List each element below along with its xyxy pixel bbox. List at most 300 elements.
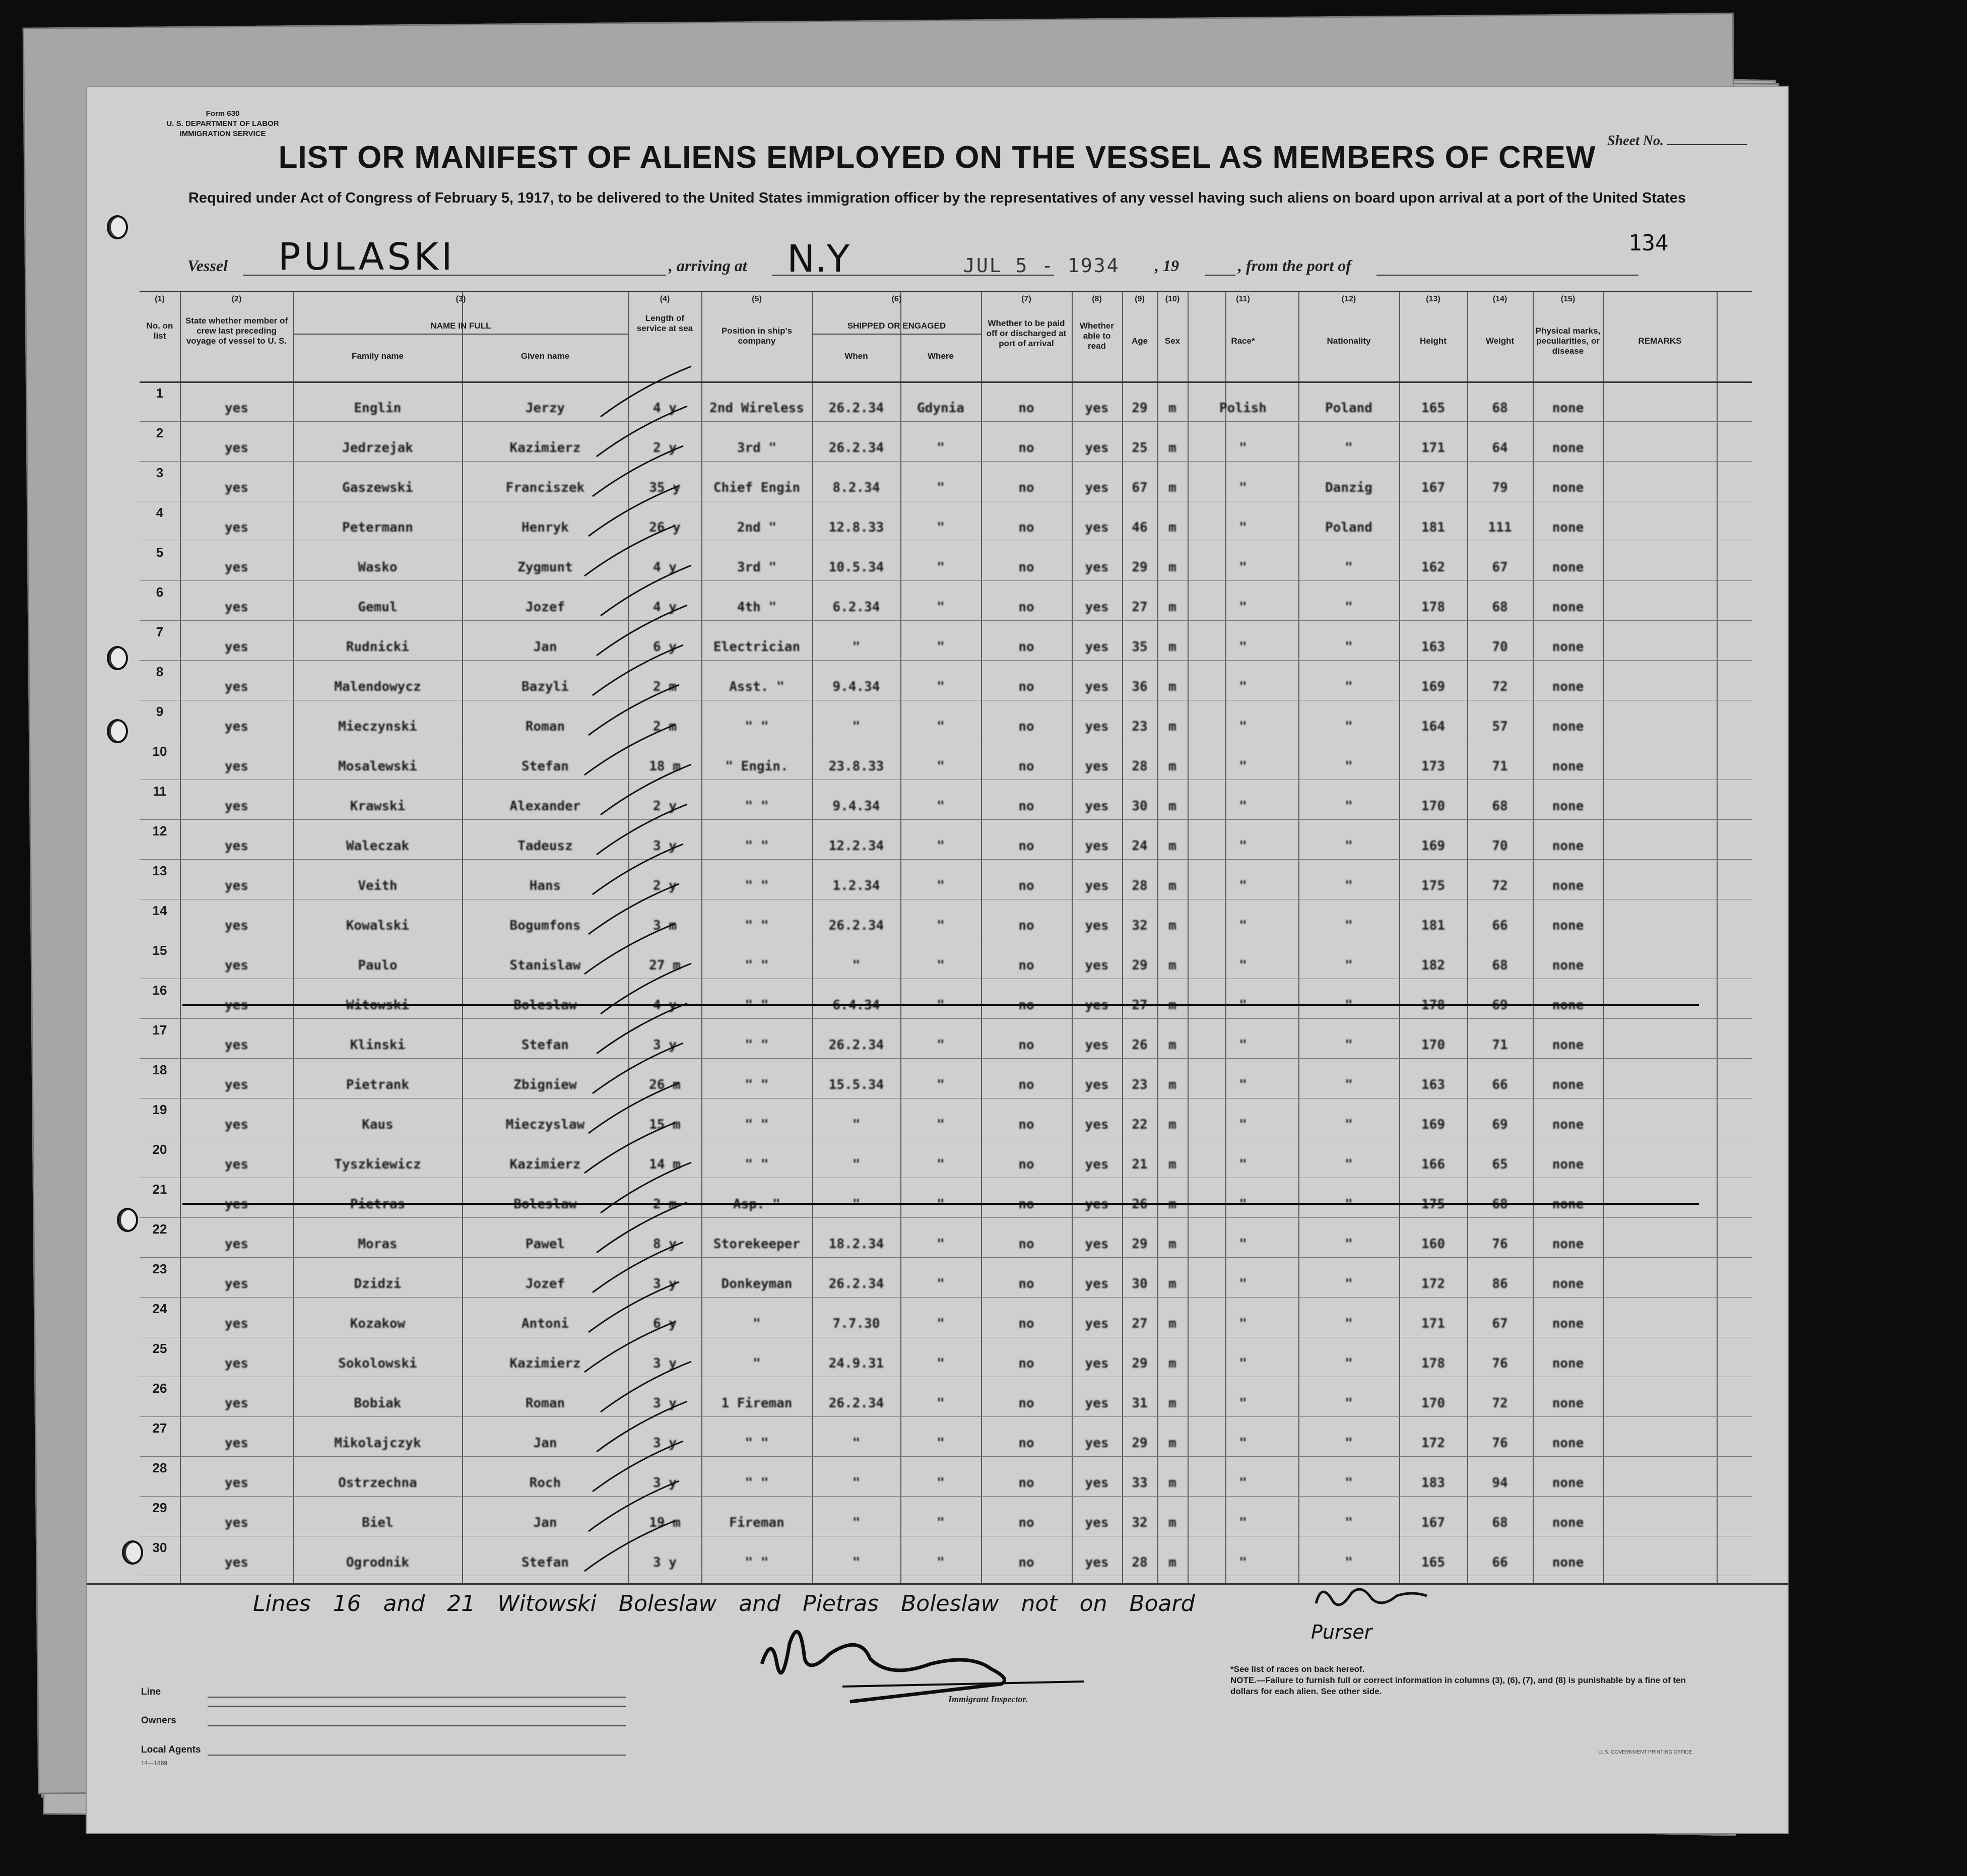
physical-marks-cell: none bbox=[1552, 1276, 1584, 1291]
able-to-read-cell: yes bbox=[1085, 1475, 1109, 1491]
prior-voyage-cell: yes bbox=[225, 759, 248, 774]
prior-voyage-cell: yes bbox=[225, 838, 248, 854]
service-length-cell: 3 y bbox=[653, 838, 677, 854]
physical-marks-cell: none bbox=[1552, 1077, 1584, 1092]
shipped-when-cell: 23.8.33 bbox=[828, 759, 884, 774]
family-name-cell: Kowalski bbox=[346, 918, 410, 933]
family-name-cell: Waleczak bbox=[346, 838, 410, 854]
age-cell: 26 bbox=[1132, 1197, 1148, 1212]
shipped-where-cell: " bbox=[937, 1197, 945, 1212]
sheet-number-label: Sheet No. bbox=[1607, 133, 1664, 149]
sex-cell: m bbox=[1168, 1276, 1176, 1291]
manifest-page bbox=[86, 86, 1789, 1834]
shipped-where-cell: " bbox=[937, 1555, 945, 1570]
given-name-cell: Antoni bbox=[521, 1316, 569, 1331]
given-name-cell: Kazimierz bbox=[509, 1356, 581, 1371]
service-length-cell: 8 y bbox=[653, 1237, 677, 1252]
row-number: 23 bbox=[152, 1261, 167, 1276]
given-name-cell: Stefan bbox=[521, 1555, 569, 1570]
prior-voyage-cell: yes bbox=[225, 958, 248, 973]
row-number: 15 bbox=[152, 943, 167, 958]
given-name-cell: Bazyli bbox=[521, 679, 569, 694]
weight-cell: 76 bbox=[1492, 1356, 1508, 1371]
position-cell: Asp. " bbox=[733, 1197, 780, 1212]
column-header: Height bbox=[1420, 336, 1447, 346]
position-cell: " " bbox=[745, 918, 769, 933]
service-length-cell: 3 y bbox=[653, 1276, 677, 1291]
service-length-cell: 3 y bbox=[653, 1396, 677, 1411]
family-name-cell: Kozakow bbox=[350, 1316, 406, 1331]
column-number: (2) bbox=[231, 295, 242, 303]
age-cell: 36 bbox=[1132, 679, 1148, 694]
able-to-read-cell: yes bbox=[1085, 600, 1109, 615]
nationality-cell: Poland bbox=[1325, 401, 1372, 416]
family-name-cell: Pietras bbox=[350, 1197, 406, 1212]
nationality-cell: " bbox=[1345, 679, 1353, 694]
shipped-when-cell: " bbox=[852, 958, 861, 973]
paid-off-cell: no bbox=[1018, 1237, 1034, 1252]
nationality-cell: " bbox=[1345, 878, 1353, 893]
physical-marks-cell: none bbox=[1552, 1157, 1584, 1172]
age-cell: 33 bbox=[1132, 1475, 1148, 1491]
given-name-cell: Stanislaw bbox=[509, 958, 581, 973]
position-cell: " " bbox=[745, 1157, 769, 1172]
shipped-where-cell: " bbox=[937, 1237, 945, 1252]
physical-marks-cell: none bbox=[1552, 560, 1584, 575]
shipped-where-cell: " bbox=[937, 600, 945, 615]
prior-voyage-cell: yes bbox=[225, 401, 248, 416]
physical-marks-cell: none bbox=[1552, 600, 1584, 615]
service-length-cell: 19 m bbox=[649, 1515, 681, 1530]
row-number: 21 bbox=[152, 1182, 167, 1197]
height-cell: 172 bbox=[1421, 1436, 1445, 1451]
race-cell: " bbox=[1239, 759, 1247, 774]
given-name-cell: Roman bbox=[525, 719, 565, 734]
row-number: 13 bbox=[152, 863, 167, 878]
sex-cell: m bbox=[1168, 719, 1176, 734]
age-cell: 28 bbox=[1132, 1555, 1148, 1570]
column-header: Given name bbox=[520, 351, 570, 361]
shipped-where-cell: " bbox=[937, 838, 945, 854]
paid-off-cell: no bbox=[1018, 759, 1034, 774]
sex-cell: m bbox=[1168, 1237, 1176, 1252]
sex-cell: m bbox=[1168, 1077, 1176, 1092]
paid-off-cell: no bbox=[1018, 1117, 1034, 1132]
physical-marks-cell: none bbox=[1552, 440, 1584, 456]
able-to-read-cell: yes bbox=[1085, 639, 1109, 655]
prior-voyage-cell: yes bbox=[225, 639, 248, 655]
prior-voyage-cell: yes bbox=[225, 799, 248, 814]
shipped-where-cell: " bbox=[937, 1396, 945, 1411]
age-cell: 23 bbox=[1132, 1077, 1148, 1092]
position-cell: 3rd " bbox=[737, 440, 777, 456]
sex-cell: m bbox=[1168, 560, 1176, 575]
weight-cell: 70 bbox=[1492, 838, 1508, 854]
service-length-cell: 27 m bbox=[649, 958, 681, 973]
position-cell: " " bbox=[745, 799, 769, 814]
family-name-cell: Witowski bbox=[346, 998, 410, 1013]
service-length-cell: 4 y bbox=[653, 560, 677, 575]
race-cell: " bbox=[1239, 1555, 1247, 1570]
paid-off-cell: no bbox=[1018, 1077, 1034, 1092]
sex-cell: m bbox=[1168, 1117, 1176, 1132]
position-cell: 3rd " bbox=[737, 560, 777, 575]
department-name: U. S. DEPARTMENT OF LABOR bbox=[166, 119, 279, 128]
position-cell: " " bbox=[745, 1555, 769, 1570]
race-cell: " bbox=[1239, 639, 1247, 655]
nationality-cell: " bbox=[1345, 1396, 1353, 1411]
nationality-cell: " bbox=[1345, 759, 1353, 774]
paid-off-cell: no bbox=[1018, 639, 1034, 655]
sex-cell: m bbox=[1168, 799, 1176, 814]
prior-voyage-cell: yes bbox=[225, 480, 248, 495]
shipped-when-cell: 26.2.34 bbox=[828, 401, 884, 416]
binder-hole bbox=[117, 1208, 138, 1232]
column-number: (10) bbox=[1165, 295, 1180, 303]
service-length-cell: 2 y bbox=[653, 440, 677, 456]
given-name-cell: Zygmunt bbox=[517, 560, 573, 575]
nationality-cell: " bbox=[1345, 1515, 1353, 1530]
row-number: 5 bbox=[156, 545, 164, 560]
paid-off-cell: no bbox=[1018, 719, 1034, 734]
physical-marks-cell: none bbox=[1552, 520, 1584, 535]
physical-marks-cell: none bbox=[1552, 1197, 1584, 1212]
family-name-cell: Sokolowski bbox=[338, 1356, 417, 1371]
service-length-cell: 4 y bbox=[653, 998, 677, 1013]
shipped-when-cell: 26.2.34 bbox=[828, 918, 884, 933]
shipped-when-cell: 6.4.34 bbox=[832, 998, 880, 1013]
age-cell: 30 bbox=[1132, 799, 1148, 814]
height-cell: 165 bbox=[1421, 401, 1445, 416]
service-length-cell: 2 m bbox=[653, 1197, 677, 1212]
physical-marks-cell: none bbox=[1552, 1436, 1584, 1451]
column-header: When bbox=[844, 351, 868, 361]
column-number: (13) bbox=[1426, 295, 1440, 303]
able-to-read-cell: yes bbox=[1085, 1396, 1109, 1411]
nationality-cell: " bbox=[1345, 799, 1353, 814]
family-name-cell: Tyszkiewicz bbox=[334, 1157, 421, 1172]
shipped-where-cell: " bbox=[937, 440, 945, 456]
age-cell: 29 bbox=[1132, 1356, 1148, 1371]
shipped-where-cell: " bbox=[937, 1475, 945, 1491]
binder-hole bbox=[107, 215, 128, 239]
position-cell: Donkeyman bbox=[721, 1276, 793, 1291]
shipped-where-cell: " bbox=[937, 878, 945, 893]
column-header: Length of service at sea bbox=[636, 313, 693, 333]
local-agents-label: Local Agents bbox=[141, 1744, 201, 1755]
year-label: , 19 bbox=[1155, 256, 1179, 275]
physical-marks-cell: none bbox=[1552, 958, 1584, 973]
position-cell: Chief Engin bbox=[713, 480, 801, 495]
column-number: (9) bbox=[1135, 295, 1145, 303]
column-header: Nationality bbox=[1327, 336, 1371, 346]
race-cell: " bbox=[1239, 719, 1247, 734]
nationality-cell: " bbox=[1345, 440, 1353, 456]
shipped-where-cell: " bbox=[937, 1157, 945, 1172]
sex-cell: m bbox=[1168, 1396, 1176, 1411]
height-cell: 175 bbox=[1421, 878, 1445, 893]
paid-off-cell: no bbox=[1018, 1475, 1034, 1491]
service-length-cell: 2 y bbox=[653, 878, 677, 893]
service-length-cell: 18 m bbox=[649, 759, 681, 774]
row-number: 27 bbox=[152, 1420, 167, 1436]
binder-hole bbox=[107, 719, 128, 743]
age-cell: 23 bbox=[1132, 719, 1148, 734]
nationality-cell: " bbox=[1345, 560, 1353, 575]
paid-off-cell: no bbox=[1018, 958, 1034, 973]
column-header: SHIPPED OR ENGAGED bbox=[847, 321, 946, 331]
service-length-cell: 14 m bbox=[649, 1157, 681, 1172]
row-number: 7 bbox=[156, 624, 164, 639]
vessel-name-handwritten: PULASKI bbox=[278, 235, 455, 279]
given-name-cell: Boleslaw bbox=[513, 998, 577, 1013]
nationality-cell: " bbox=[1345, 1555, 1353, 1570]
physical-marks-cell: none bbox=[1552, 1237, 1584, 1252]
shipped-where-cell: " bbox=[937, 719, 945, 734]
row-number: 2 bbox=[156, 425, 164, 440]
sex-cell: m bbox=[1168, 639, 1176, 655]
sex-cell: m bbox=[1168, 998, 1176, 1013]
column-number: (5) bbox=[752, 295, 762, 303]
prior-voyage-cell: yes bbox=[225, 1197, 248, 1212]
family-name-cell: Mosalewski bbox=[338, 759, 417, 774]
height-cell: 175 bbox=[1421, 1197, 1445, 1212]
shipped-when-cell: 9.4.34 bbox=[832, 799, 880, 814]
shipped-when-cell: 7.7.30 bbox=[832, 1316, 880, 1331]
age-cell: 28 bbox=[1132, 759, 1148, 774]
able-to-read-cell: yes bbox=[1085, 1157, 1109, 1172]
weight-cell: 66 bbox=[1492, 1077, 1508, 1092]
weight-cell: 68 bbox=[1492, 600, 1508, 615]
paid-off-cell: no bbox=[1018, 1276, 1034, 1291]
weight-cell: 65 bbox=[1492, 1157, 1508, 1172]
nationality-cell: " bbox=[1345, 958, 1353, 973]
family-name-cell: Gaszewski bbox=[342, 480, 413, 495]
weight-cell: 86 bbox=[1492, 1276, 1508, 1291]
age-cell: 32 bbox=[1132, 918, 1148, 933]
prior-voyage-cell: yes bbox=[225, 600, 248, 615]
age-cell: 46 bbox=[1132, 520, 1148, 535]
shipped-when-cell: " bbox=[852, 639, 861, 655]
shipped-when-cell: 10.5.34 bbox=[828, 560, 884, 575]
age-cell: 67 bbox=[1132, 480, 1148, 495]
weight-cell: 72 bbox=[1492, 878, 1508, 893]
column-number: (8) bbox=[1092, 295, 1102, 303]
nationality-cell: Poland bbox=[1325, 520, 1372, 535]
footnote bbox=[1230, 1664, 1694, 1697]
nationality-cell: " bbox=[1345, 1356, 1353, 1371]
paid-off-cell: no bbox=[1018, 440, 1034, 456]
sex-cell: m bbox=[1168, 958, 1176, 973]
shipped-when-cell: 12.2.34 bbox=[828, 838, 884, 854]
nationality-cell: " bbox=[1345, 600, 1353, 615]
given-name-cell: Mieczyslaw bbox=[505, 1117, 585, 1132]
service-length-cell: 2 y bbox=[653, 799, 677, 814]
race-cell: " bbox=[1239, 1197, 1247, 1212]
weight-cell: 72 bbox=[1492, 679, 1508, 694]
height-cell: 169 bbox=[1421, 838, 1445, 854]
height-cell: 163 bbox=[1421, 1077, 1445, 1092]
form-code: 14—1869 bbox=[141, 1760, 168, 1767]
paid-off-cell: no bbox=[1018, 520, 1034, 535]
given-name-cell: Jozef bbox=[525, 600, 565, 615]
row-number: 24 bbox=[152, 1301, 167, 1316]
given-name-cell: Roman bbox=[525, 1396, 565, 1411]
position-cell: " Engin. bbox=[725, 759, 789, 774]
row-number: 25 bbox=[152, 1341, 167, 1356]
height-cell: 172 bbox=[1421, 1276, 1445, 1291]
position-cell: " bbox=[753, 1316, 761, 1331]
row-number: 18 bbox=[152, 1062, 167, 1077]
shipped-when-cell: " bbox=[852, 1197, 861, 1212]
row-number: 11 bbox=[153, 784, 167, 799]
column-header: Race* bbox=[1231, 336, 1255, 346]
given-name-cell: Tadeusz bbox=[517, 838, 573, 854]
height-cell: 181 bbox=[1421, 918, 1445, 933]
shipped-where-cell: " bbox=[937, 998, 945, 1013]
sex-cell: m bbox=[1168, 401, 1176, 416]
prior-voyage-cell: yes bbox=[225, 998, 248, 1013]
sex-cell: m bbox=[1168, 838, 1176, 854]
race-cell: " bbox=[1239, 958, 1247, 973]
position-cell: 2nd " bbox=[737, 520, 777, 535]
family-name-cell: Rudnicki bbox=[346, 639, 410, 655]
nationality-cell: " bbox=[1345, 639, 1353, 655]
sex-cell: m bbox=[1168, 1197, 1176, 1212]
arrival-port-handwritten: N.Y bbox=[787, 237, 850, 281]
prior-voyage-cell: yes bbox=[225, 1038, 248, 1053]
shipped-when-cell: " bbox=[852, 1436, 861, 1451]
race-cell: " bbox=[1239, 600, 1247, 615]
race-cell: " bbox=[1239, 1396, 1247, 1411]
row-number: 1 bbox=[156, 385, 164, 401]
shipped-where-cell: " bbox=[937, 1316, 945, 1331]
position-cell: " " bbox=[745, 878, 769, 893]
shipped-where-cell: " bbox=[937, 1276, 945, 1291]
shipped-where-cell: " bbox=[937, 1117, 945, 1132]
shipped-when-cell: " bbox=[852, 1117, 861, 1132]
family-name-cell: Klinski bbox=[350, 1038, 406, 1053]
service-length-cell: 15 m bbox=[649, 1117, 681, 1132]
family-name-cell: Moras bbox=[358, 1237, 398, 1252]
row-number: 14 bbox=[152, 903, 167, 918]
binder-hole bbox=[122, 1540, 143, 1565]
row-number: 6 bbox=[156, 585, 164, 600]
shipped-where-cell: " bbox=[937, 1436, 945, 1451]
shipped-where-cell: " bbox=[937, 1515, 945, 1530]
physical-marks-cell: none bbox=[1552, 759, 1584, 774]
height-cell: 167 bbox=[1421, 1515, 1445, 1530]
prior-voyage-cell: yes bbox=[225, 719, 248, 734]
vessel-label: Vessel bbox=[187, 256, 228, 275]
height-cell: 182 bbox=[1421, 958, 1445, 973]
row-number: 12 bbox=[152, 823, 167, 838]
sex-cell: m bbox=[1168, 1157, 1176, 1172]
position-cell: " " bbox=[745, 998, 769, 1013]
weight-cell: 68 bbox=[1492, 1515, 1508, 1530]
race-cell: " bbox=[1239, 560, 1247, 575]
given-name-cell: Boleslaw bbox=[513, 1197, 577, 1212]
physical-marks-cell: none bbox=[1552, 679, 1584, 694]
height-cell: 178 bbox=[1421, 1356, 1445, 1371]
race-cell: " bbox=[1239, 1515, 1247, 1530]
paid-off-cell: no bbox=[1018, 878, 1034, 893]
prior-voyage-cell: yes bbox=[225, 560, 248, 575]
family-name-cell: Wasko bbox=[358, 560, 398, 575]
shipped-where-cell: " bbox=[937, 918, 945, 933]
shipped-where-cell: " bbox=[937, 639, 945, 655]
given-name-cell: Jan bbox=[533, 1515, 557, 1530]
age-cell: 27 bbox=[1132, 600, 1148, 615]
weight-cell: 71 bbox=[1492, 1038, 1508, 1053]
column-header: Family name bbox=[352, 351, 404, 361]
family-name-cell: Paulo bbox=[358, 958, 398, 973]
paid-off-cell: no bbox=[1018, 1316, 1034, 1331]
service-length-cell: 3 m bbox=[653, 918, 677, 933]
physical-marks-cell: none bbox=[1552, 1316, 1584, 1331]
race-cell: " bbox=[1239, 1316, 1247, 1331]
shipped-where-cell: Gdynia bbox=[917, 401, 964, 416]
able-to-read-cell: yes bbox=[1085, 759, 1109, 774]
sex-cell: m bbox=[1168, 759, 1176, 774]
physical-marks-cell: none bbox=[1552, 878, 1584, 893]
age-cell: 22 bbox=[1132, 1117, 1148, 1132]
physical-marks-cell: none bbox=[1552, 918, 1584, 933]
nationality-cell: " bbox=[1345, 1197, 1353, 1212]
paid-off-cell: no bbox=[1018, 1436, 1034, 1451]
race-cell: " bbox=[1239, 1436, 1247, 1451]
form-number: Form 630 bbox=[206, 109, 240, 118]
weight-cell: 72 bbox=[1492, 1396, 1508, 1411]
shipped-when-cell: " bbox=[852, 1475, 861, 1491]
age-cell: 29 bbox=[1132, 401, 1148, 416]
physical-marks-cell: none bbox=[1552, 1515, 1584, 1530]
paid-off-cell: no bbox=[1018, 1396, 1034, 1411]
weight-cell: 57 bbox=[1492, 719, 1508, 734]
sex-cell: m bbox=[1168, 1316, 1176, 1331]
age-cell: 29 bbox=[1132, 958, 1148, 973]
sex-cell: m bbox=[1168, 480, 1176, 495]
service-length-cell: 3 y bbox=[653, 1356, 677, 1371]
row-number: 19 bbox=[152, 1102, 167, 1117]
row-number: 30 bbox=[152, 1540, 167, 1555]
able-to-read-cell: yes bbox=[1085, 1436, 1109, 1451]
from-port-label: , from the port of bbox=[1238, 256, 1351, 275]
position-cell: 4th " bbox=[737, 600, 777, 615]
column-header: REMARKS bbox=[1638, 336, 1682, 346]
column-number: (3) bbox=[455, 295, 466, 303]
given-name-cell: Kazimierz bbox=[509, 1157, 581, 1172]
column-header: Whether to be paid off or discharged at port of arrival bbox=[986, 318, 1067, 348]
race-cell: " bbox=[1239, 918, 1247, 933]
physical-marks-cell: none bbox=[1552, 639, 1584, 655]
prior-voyage-cell: yes bbox=[225, 1237, 248, 1252]
service-length-cell: 6 y bbox=[653, 1316, 677, 1331]
row-number: 4 bbox=[156, 505, 164, 520]
column-number: (6) bbox=[891, 295, 902, 303]
race-footnote: *See list of races on back hereof. bbox=[1230, 1664, 1365, 1674]
service-length-cell: 4 y bbox=[653, 600, 677, 615]
height-cell: 171 bbox=[1421, 440, 1445, 456]
family-name-cell: Malendowycz bbox=[334, 679, 421, 694]
shipped-where-cell: " bbox=[937, 1077, 945, 1092]
age-cell: 32 bbox=[1132, 1515, 1148, 1530]
shipped-where-cell: " bbox=[937, 1038, 945, 1053]
service-name: IMMIGRATION SERVICE bbox=[179, 130, 266, 138]
nationality-cell: " bbox=[1345, 1475, 1353, 1491]
shipped-where-cell: " bbox=[937, 799, 945, 814]
position-cell: Fireman bbox=[729, 1515, 784, 1530]
